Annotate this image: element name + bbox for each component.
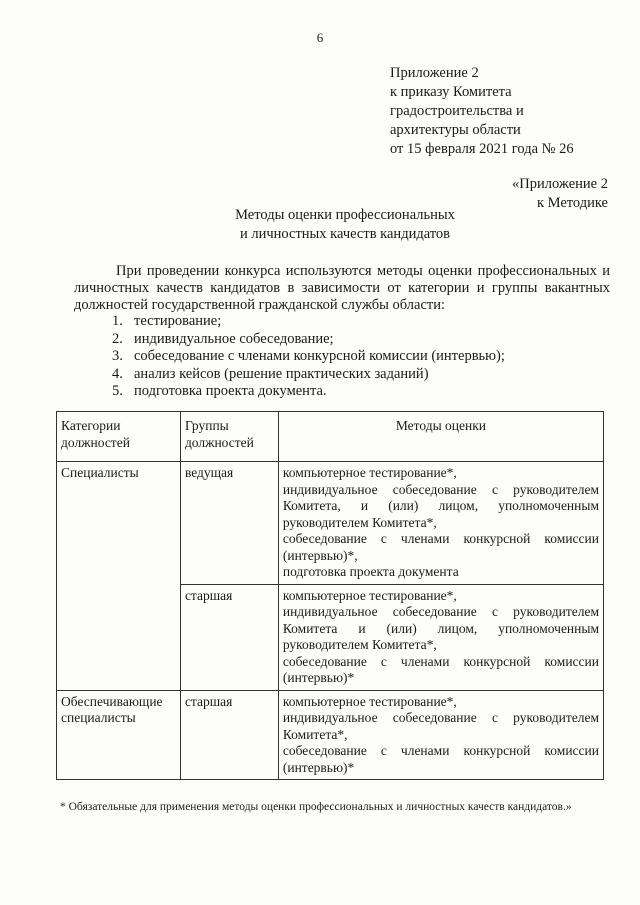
list-item: 5. подготовка проекта документа. bbox=[112, 383, 327, 399]
list-item: 3. собеседование с членами конкурсной комиссии (интервью); bbox=[112, 348, 505, 364]
appendix-line: от 15 февраля 2021 года № 26 bbox=[390, 141, 574, 157]
method-line: индивидуальное собеседование с руководителем Комитета и (или) лицом, уполномоченным руководителем Комитета*, bbox=[282, 604, 599, 652]
method-line: подготовка проекта документа bbox=[282, 564, 459, 579]
document-title bbox=[0, 206, 640, 244]
methods-list bbox=[112, 313, 505, 401]
cell-group: старшая bbox=[180, 584, 278, 690]
cell-category: Обеспечивающие специалисты bbox=[57, 690, 181, 780]
cell-category: Специалисты bbox=[57, 462, 181, 691]
header-group: Группы должностей bbox=[180, 412, 278, 462]
list-item: 2. индивидуальное собеседование; bbox=[112, 330, 334, 347]
method-line: индивидуальное собеседование с руководителем Комитета, и (или) лицом, уполномоченным руководителем Комитета*, bbox=[282, 481, 599, 530]
page-number: 6 bbox=[316, 30, 324, 45]
appendix-line: к приказу Комитета bbox=[390, 84, 512, 100]
cell-group: ведущая bbox=[180, 462, 278, 585]
method-line: компьютерное тестирование*, bbox=[282, 587, 457, 603]
title-line: и личностных качеств кандидатов bbox=[239, 226, 451, 242]
appendix-header bbox=[390, 64, 574, 159]
cell-methods bbox=[278, 584, 603, 690]
footnote: * Обязательные для применения методы оценки профессиональных и личностных качеств кандидатов.» bbox=[60, 801, 572, 813]
header-category: Категории должностей bbox=[57, 412, 181, 462]
method-line: собеседование с членами конкурсной комиссии (интервью)* bbox=[282, 653, 599, 685]
appendix-line: градостроительства и bbox=[390, 103, 524, 119]
method-line: индивидуальное собеседование с руководителем Комитета*, bbox=[282, 710, 599, 742]
table-row bbox=[57, 690, 604, 780]
list-item: 4. анализ кейсов (решение практических заданий) bbox=[112, 365, 429, 382]
intro-paragraph: При проведении конкурса используются методы оценки профессиональных и личностных качеств кандидатов в зависимости от категории и группы вакантных должностей государственной гражданской службы области: bbox=[74, 263, 610, 313]
table-row bbox=[57, 462, 604, 585]
method-line: собеседование с членами конкурсной комиссии (интервью)* bbox=[282, 743, 599, 775]
method-line: собеседование с членами конкурсной комиссии (интервью)*, bbox=[282, 531, 599, 563]
method-line: компьютерное тестирование*, bbox=[282, 693, 457, 709]
methodology-ref-line: к Методике bbox=[536, 195, 608, 211]
title-line: Методы оценки профессиональных bbox=[235, 207, 455, 223]
header-methods: Методы оценки bbox=[278, 412, 603, 462]
methodology-ref-line: «Приложение 2 bbox=[512, 176, 608, 192]
appendix-line: архитектуры области bbox=[390, 122, 521, 138]
appendix-line: Приложение 2 bbox=[390, 65, 479, 81]
method-line: компьютерное тестирование*, bbox=[282, 465, 457, 480]
methods-table bbox=[56, 411, 604, 780]
cell-group: старшая bbox=[180, 690, 278, 780]
cell-methods bbox=[278, 462, 603, 585]
table-header-row bbox=[57, 412, 604, 462]
list-item: 1. тестирование; bbox=[112, 313, 222, 329]
cell-methods bbox=[278, 690, 603, 780]
